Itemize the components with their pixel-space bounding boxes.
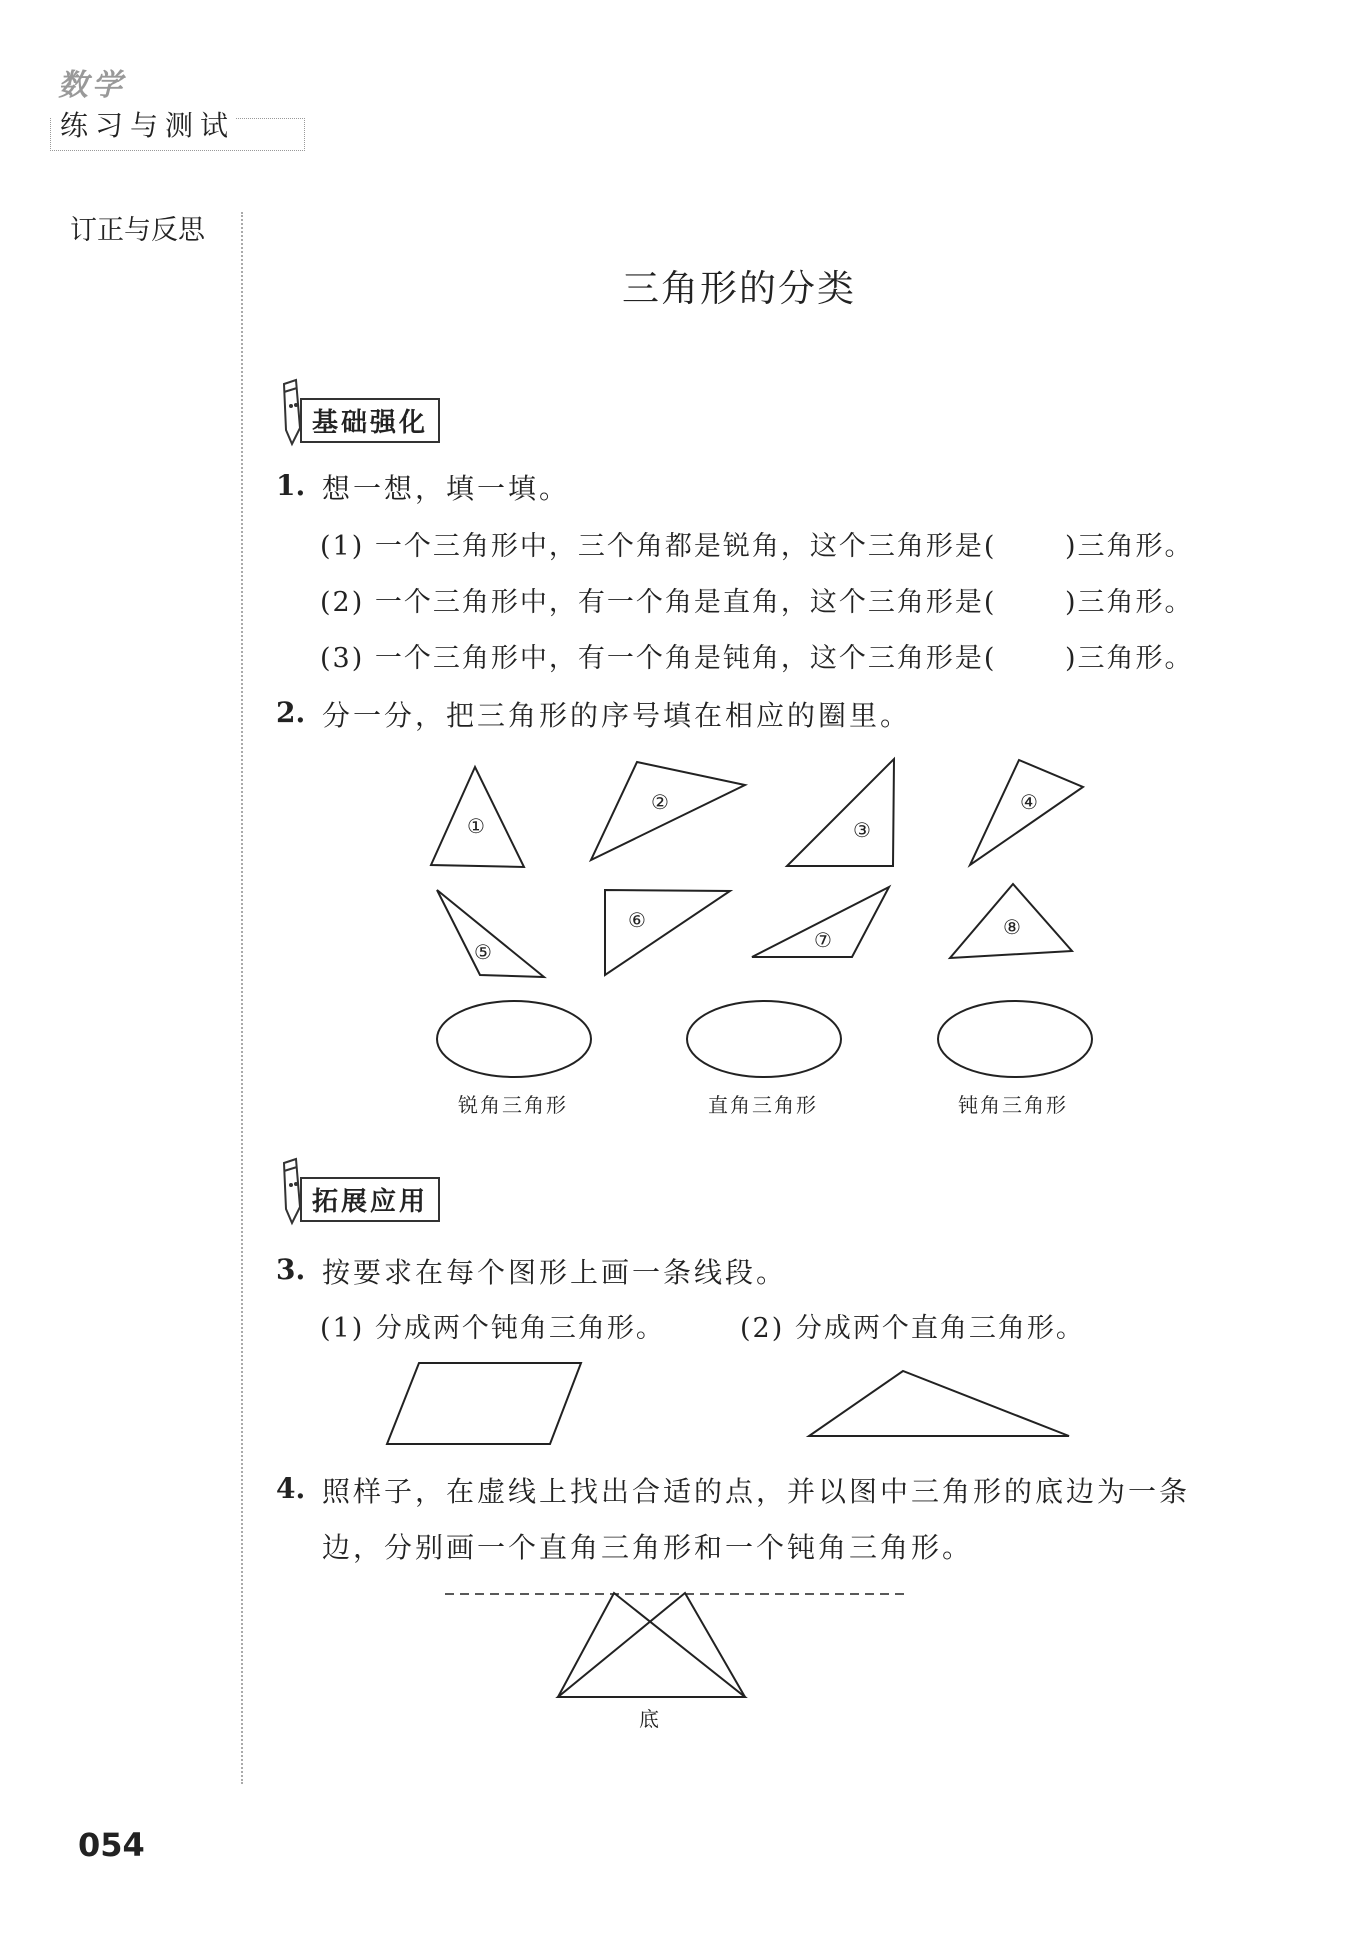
question-number: 3. bbox=[276, 1253, 306, 1286]
triangle-label-5: ⑤ bbox=[474, 940, 494, 964]
triangle-label-1: ① bbox=[467, 814, 487, 838]
triangle-3 bbox=[787, 759, 894, 866]
q1-item-3: (3) 一个三角形中，有一个角是钝角，这个三角形是( )三角形。 bbox=[320, 643, 1194, 674]
question-number: 4. bbox=[276, 1472, 306, 1505]
base-label: 底 bbox=[639, 1707, 661, 1731]
q3-part-1: (1) 分成两个钝角三角形。 bbox=[320, 1313, 665, 1344]
page-number: 054 bbox=[78, 1826, 145, 1864]
triangle-label-8: ⑧ bbox=[1003, 915, 1023, 939]
question-text-line1: 照样子，在虚线上找出合适的点，并以图中三角形的底边为一条 bbox=[322, 1475, 1191, 1508]
oval-label-right: 直角三角形 bbox=[708, 1093, 818, 1117]
q3-part-2: (2) 分成两个直角三角形。 bbox=[740, 1313, 1085, 1344]
obtuse-triangle bbox=[809, 1371, 1069, 1436]
parallelogram bbox=[387, 1363, 581, 1444]
triangle-label-2: ② bbox=[651, 790, 671, 814]
pencil-icon bbox=[284, 1159, 300, 1223]
page-title: 三角形的分类 bbox=[622, 267, 856, 310]
triangle-label-6: ⑥ bbox=[628, 908, 648, 932]
triangle-6 bbox=[605, 890, 730, 975]
question-text: 想一想，填一填。 bbox=[322, 472, 571, 505]
question-text-line2: 边，分别画一个直角三角形和一个钝角三角形。 bbox=[322, 1531, 974, 1564]
triangle-label-4: ④ bbox=[1020, 790, 1040, 814]
oval-label-acute: 锐角三角形 bbox=[458, 1093, 568, 1117]
question-text: 分一分，把三角形的序号填在相应的圈里。 bbox=[322, 699, 912, 732]
example-triangle-right bbox=[558, 1593, 745, 1697]
section-extended: 拓展应用 bbox=[300, 1177, 440, 1222]
oval-label-obtuse: 钝角三角形 bbox=[958, 1093, 1068, 1117]
oval-acute bbox=[437, 1001, 591, 1077]
triangle-label-7: ⑦ bbox=[814, 928, 834, 952]
question-number: 1. bbox=[276, 469, 306, 502]
q1-item-2: (2) 一个三角形中，有一个角是直角，这个三角形是( )三角形。 bbox=[320, 587, 1194, 618]
sidebar-label: 订正与反思 bbox=[70, 215, 205, 246]
section-basic: 基础强化 bbox=[300, 398, 440, 443]
question-text: 按要求在每个图形上画一条线段。 bbox=[322, 1256, 788, 1289]
question-number: 2. bbox=[276, 696, 306, 729]
oval-obtuse bbox=[938, 1001, 1092, 1077]
triangle-label-3: ③ bbox=[853, 818, 873, 842]
pencil-icon bbox=[284, 380, 300, 444]
q1-item-1: (1) 一个三角形中，三个角都是锐角，这个三角形是( )三角形。 bbox=[320, 531, 1194, 562]
book-title: 练习与测试 bbox=[60, 109, 236, 142]
subject-label: 数学 bbox=[58, 68, 126, 103]
oval-right bbox=[687, 1001, 841, 1077]
